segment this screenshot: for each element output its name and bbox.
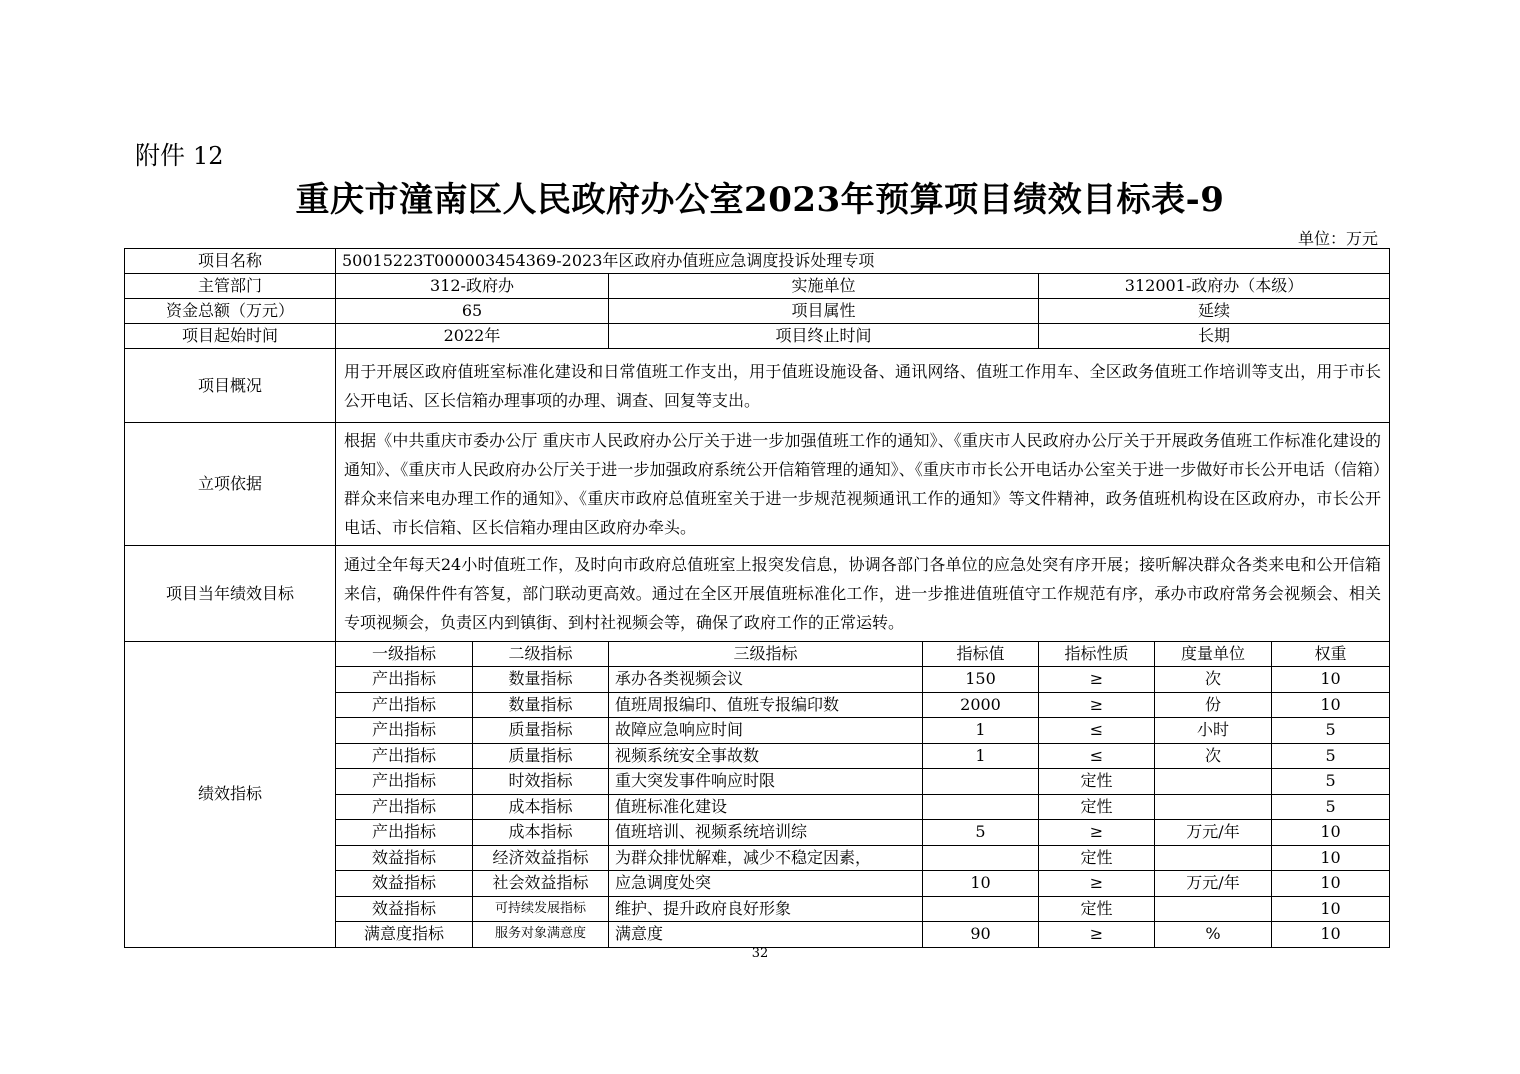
project-name-value: 50015223T000003454369-2023年区政府办值班应急调度投诉处理专项 [336,249,1390,274]
level3-cell: 重大突发事件响应时限 [609,769,923,795]
unit-cell: % [1155,922,1272,948]
level2-cell: 成本指标 [473,794,609,820]
start-value: 2022年 [336,324,609,349]
header-unit: 度量单位 [1155,642,1272,667]
indicator-header-row [125,642,1390,667]
value-cell [923,769,1039,795]
end-value: 长期 [1039,324,1390,349]
level3-cell: 值班周报编印、值班专报编印数 [609,692,923,718]
weight-cell: 10 [1272,845,1390,871]
level1-cell: 产出指标 [336,743,473,769]
level1-cell: 产出指标 [336,667,473,693]
level3-cell: 值班标准化建设 [609,794,923,820]
unit-cell [1155,794,1272,820]
level1-cell: 产出指标 [336,769,473,795]
header-level2: 二级指标 [473,642,609,667]
level2-cell: 时效指标 [473,769,609,795]
level2-cell: 经济效益指标 [473,845,609,871]
value-cell: 2000 [923,692,1039,718]
fund-label: 资金总额（万元） [125,299,336,324]
level2-cell: 数量指标 [473,667,609,693]
value-cell: 90 [923,922,1039,948]
unit-cell [1155,769,1272,795]
unit-cell: 小时 [1155,718,1272,744]
attr-value: 延续 [1039,299,1390,324]
value-cell: 10 [923,871,1039,897]
value-cell: 1 [923,718,1039,744]
header-level3: 三级指标 [609,642,923,667]
project-name-label: 项目名称 [125,249,336,274]
overview-text: 用于开展区政府值班室标准化建设和日常值班工作支出，用于值班设施设备、通讯网络、值班工作用车、全区政务值班工作培训等支出，用于市长公开电话、区长信箱办理事项的办理、调查、回复等支出。 [336,349,1390,423]
page-title: 重庆市潼南区人民政府办公室2023年预算项目绩效目标表-9 [295,180,1225,220]
level1-cell: 产出指标 [336,820,473,846]
nature-cell: ≤ [1039,718,1155,744]
nature-cell: ≥ [1039,922,1155,948]
nature-cell: ≥ [1039,871,1155,897]
header-value: 指标值 [923,642,1039,667]
weight-cell: 10 [1272,896,1390,922]
indicators-label: 绩效指标 [125,642,336,948]
header-nature: 指标性质 [1039,642,1155,667]
nature-cell: ≥ [1039,820,1155,846]
unit-label: 单位：万元 [1297,229,1378,248]
weight-cell: 10 [1272,692,1390,718]
level3-cell: 承办各类视频会议 [609,667,923,693]
unit-cell: 次 [1155,743,1272,769]
dept-value: 312-政府办 [336,274,609,299]
performance-table [124,248,1390,948]
fund-value: 65 [336,299,609,324]
header-level1: 一级指标 [336,642,473,667]
level2-cell: 数量指标 [473,692,609,718]
start-label: 项目起始时间 [125,324,336,349]
level1-cell: 效益指标 [336,871,473,897]
weight-cell: 5 [1272,794,1390,820]
unit-cell: 万元/年 [1155,820,1272,846]
level1-cell: 效益指标 [336,845,473,871]
nature-cell: ≥ [1039,667,1155,693]
level2-cell: 服务对象满意度 [473,922,609,948]
goal-label: 项目当年绩效目标 [125,546,336,642]
value-cell: 150 [923,667,1039,693]
level1-cell: 满意度指标 [336,922,473,948]
nature-cell: 定性 [1039,769,1155,795]
value-cell [923,845,1039,871]
basis-label: 立项依据 [125,423,336,546]
attachment-label: 附件 12 [135,141,224,170]
unit-cell [1155,845,1272,871]
level3-cell: 故障应急响应时间 [609,718,923,744]
level3-cell: 视频系统安全事故数 [609,743,923,769]
impl-label: 实施单位 [609,274,1039,299]
weight-cell: 5 [1272,769,1390,795]
unit-cell: 份 [1155,692,1272,718]
level1-cell: 产出指标 [336,718,473,744]
level1-cell: 产出指标 [336,794,473,820]
weight-cell: 5 [1272,718,1390,744]
weight-cell: 10 [1272,667,1390,693]
level2-cell: 成本指标 [473,820,609,846]
unit-cell: 万元/年 [1155,871,1272,897]
goal-text: 通过全年每天24小时值班工作，及时向市政府总值班室上报突发信息，协调各部门各单位的应急处突有序开展；接听解决群众各类来电和公开信箱来信，确保件件有答复，部门联动更高效。通过在全区开展值班标准化工作，进一步推进值班值守工作规范有序，承办市政府常务会视频会、相关专项视频会，负责区内到镇街、到村社视频会等，确保了政府工作的正常运转。 [336,546,1390,642]
level2-cell: 可持续发展指标 [473,896,609,922]
overview-label: 项目概况 [125,349,336,423]
level3-cell: 满意度 [609,922,923,948]
level1-cell: 产出指标 [336,692,473,718]
value-cell [923,896,1039,922]
value-cell: 1 [923,743,1039,769]
dept-label: 主管部门 [125,274,336,299]
level2-cell: 质量指标 [473,718,609,744]
weight-cell: 10 [1272,922,1390,948]
level2-cell: 社会效益指标 [473,871,609,897]
header-weight: 权重 [1272,642,1390,667]
unit-cell [1155,896,1272,922]
level3-cell: 维护、提升政府良好形象 [609,896,923,922]
nature-cell: 定性 [1039,896,1155,922]
weight-cell: 10 [1272,871,1390,897]
weight-cell: 10 [1272,820,1390,846]
nature-cell: 定性 [1039,794,1155,820]
value-cell [923,794,1039,820]
value-cell: 5 [923,820,1039,846]
level2-cell: 质量指标 [473,743,609,769]
level3-cell: 应急调度处突 [609,871,923,897]
level1-cell: 效益指标 [336,896,473,922]
impl-value: 312001-政府办（本级） [1039,274,1390,299]
nature-cell: ≤ [1039,743,1155,769]
nature-cell: ≥ [1039,692,1155,718]
page-number: 32 [751,946,769,961]
basis-text: 根据《中共重庆市委办公厅 重庆市人民政府办公厅关于进一步加强值班工作的通知》、《重庆市人民政府办公厅关于开展政务值班工作标准化建设的通知》、《重庆市人民政府办公厅关于进一步加强政府系统公开信箱管理的通知》、《重庆市市长公开电话办公室关于进一步做好市长公开电话（信箱）群众来信来电办理工作的通知》、《重庆市政府总值班室关于进一步规范视频通讯工作的通知》等文件精神，政务值班机构设在区政府办，市长公开电话、市长信箱、区长信箱办理由区政府办牵头。 [336,423,1390,546]
end-label: 项目终止时间 [609,324,1039,349]
attr-label: 项目属性 [609,299,1039,324]
weight-cell: 5 [1272,743,1390,769]
nature-cell: 定性 [1039,845,1155,871]
unit-cell: 次 [1155,667,1272,693]
level3-cell: 为群众排忧解难，减少不稳定因素， [609,845,923,871]
level3-cell: 值班培训、视频系统培训综 [609,820,923,846]
